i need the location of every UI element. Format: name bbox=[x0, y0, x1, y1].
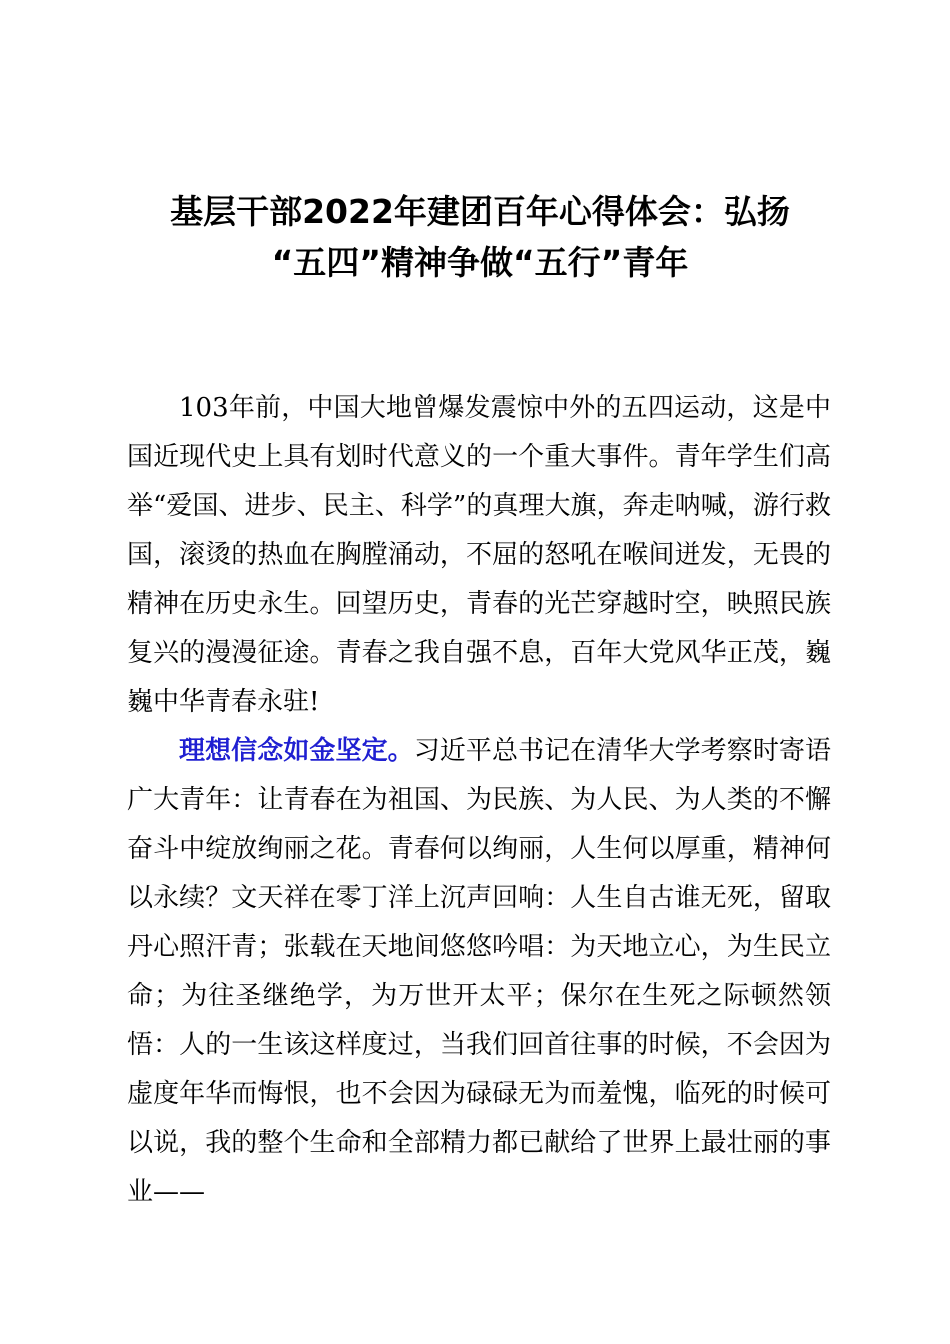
paragraph-2-text: 习近平总书记在清华大学考察时寄语广大青年：让青春在为祖国、为民族、为人民、为人类的不懈奋斗中绽放绚丽之花。青春何以绚丽，人生何以厚重，精神何以永续？文天祥在零丁洋上沉声回响：人生自古谁无死，留取丹心照汗青；张载在天地间悠悠吟唱：为天地立心，为生民立命；为往圣继绝学，为万世开太平；保尔在生死之际顿然领悟：人的一生该这样度过，当我们回首往事的时候，不会因为虚度年华而悔恨，也不会因为碌碌无为而羞愧，临死的时候可以说，我的整个生命和全部精力都已献给了世界上最壮丽的事业—— bbox=[127, 736, 831, 1207]
document-title bbox=[120, 186, 840, 288]
title-line-1: 基层干部2022年建团百年心得体会：弘扬 bbox=[170, 192, 790, 231]
paragraph-2 bbox=[127, 727, 831, 1217]
document-body bbox=[127, 384, 831, 1217]
paragraph-1 bbox=[127, 384, 831, 727]
paragraph-2-lead-in: 理想信念如金坚定。 bbox=[179, 736, 414, 766]
title-line-2: “五四”精神争做“五行”青年 bbox=[271, 243, 689, 282]
paragraph-1-text: 103年前，中国大地曾爆发震惊中外的五四运动，这是中国近现代史上具有划时代意义的一个重大事件。青年学生们高举“爱国、进步、民主、科学”的真理大旗，奔走呐喊，游行救国，滚烫的热血在胸膛涌动，不屈的怒吼在喉间迸发，无畏的精神在历史永生。回望历史，青春的光芒穿越时空，映照民族复兴的漫漫征途。青春之我自强不息，百年大党风华正茂，巍巍中华青春永驻! bbox=[127, 393, 831, 717]
